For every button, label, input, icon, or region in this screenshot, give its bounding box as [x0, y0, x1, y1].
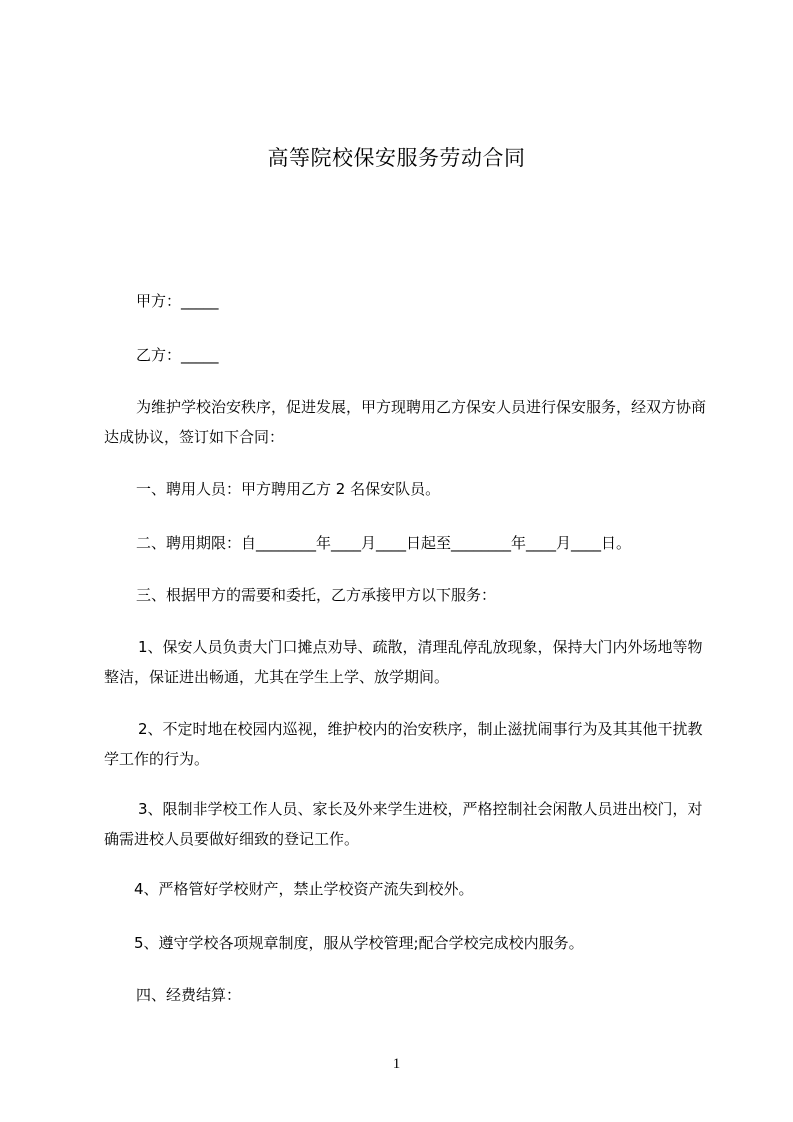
service-item-2: 2、不定时地在校园内巡视，维护校内的治安秩序，制止滋扰闹事行为及其其他干扰教学工作的行为。	[104, 720, 703, 768]
clause-1-staffing: 一、聘用人员：甲方聘用乙方 2 名保安队员。	[136, 480, 441, 498]
service-item-1: 1、保安人员负责大门口摊点劝导、疏散，清理乱停乱放现象，保持大门内外场地等物整洁，保证进出畅通，尤其在学生上学、放学期间。	[104, 638, 703, 686]
party-a-line: 甲方：_____	[136, 292, 219, 310]
party-b-line: 乙方：_____	[136, 346, 219, 364]
clause-4-settlement: 四、经费结算：	[136, 986, 242, 1004]
service-item-3: 3、限制非学校工作人员、家长及外来学生进校，严格控制社会闲散人员进出校门，对确需进校人员要做好细致的登记工作。	[104, 800, 703, 848]
clause-3-services: 三、根据甲方的需要和委托，乙方承接甲方以下服务：	[136, 586, 497, 604]
intro-paragraph: 为维护学校治安秩序，促进发展，甲方现聘用乙方保安人员进行保安服务，经双方协商达成协议，签订如下合同：	[104, 398, 707, 446]
page-number: 1	[392, 1056, 401, 1072]
document-title: 高等院校保安服务劳动合同	[267, 146, 526, 170]
clause-2-term: 二、聘用期限：自________年____月____日起至________年____月____日。	[136, 534, 632, 552]
service-item-5: 5、遵守学校各项规章制度，服从学校管理;配合学校完成校内服务。	[134, 934, 584, 952]
service-item-4: 4、严格管好学校财产，禁止学校资产流失到校外。	[134, 880, 474, 898]
